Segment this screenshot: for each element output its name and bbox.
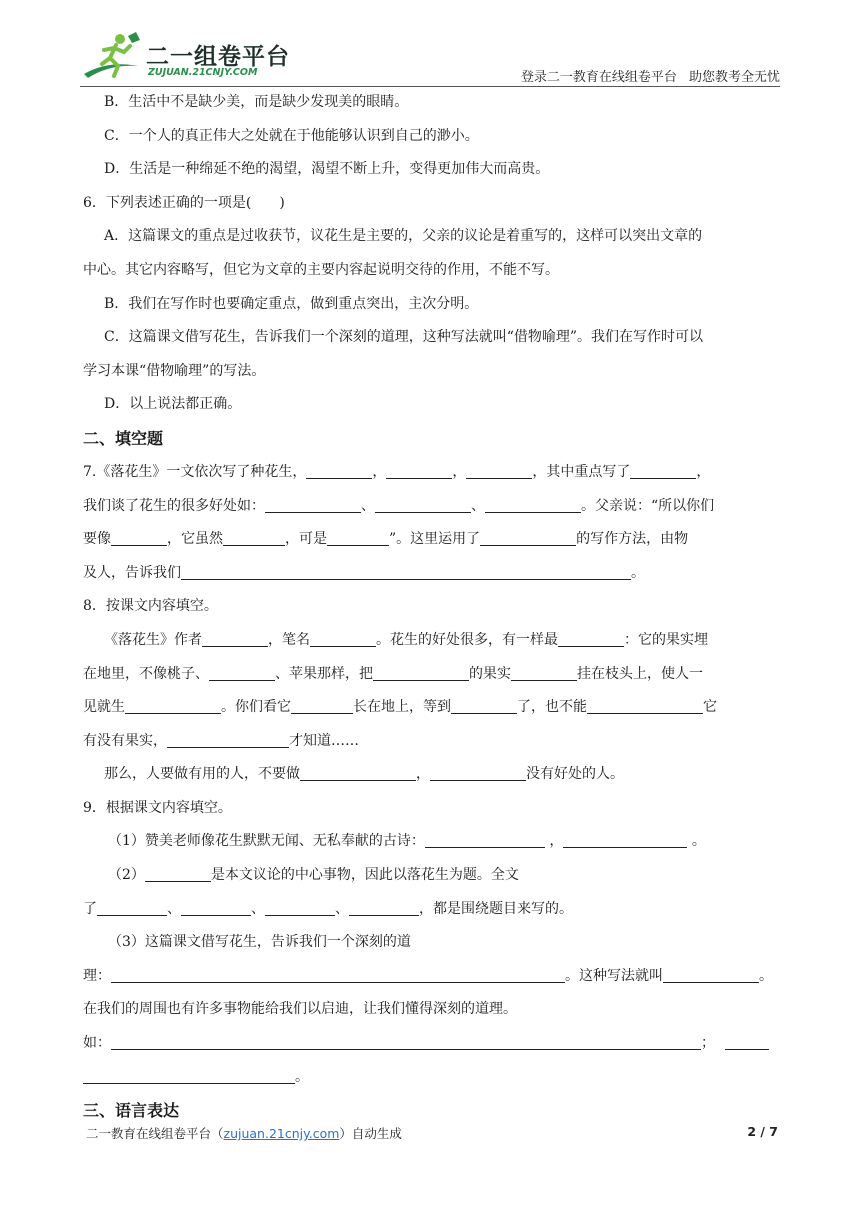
answer-blank[interactable] [485,496,581,513]
q9-sub1: （1）赞美老师像花生默默无闻、无私奉献的古诗： ， 。 [108,833,706,850]
header-slogan: 登录二一教育在线组卷平台 助您教考全无忧 [520,70,780,85]
q6-option-a-line1: A．这篇课文的重点是过收获节，议花生是主要的，父亲的议论是着重写的，这样可以突出文章的 [104,228,703,245]
q9-sub3-line5: 。 [83,1061,778,1095]
logo-url-text: ZUJUAN.21CNJY.COM [148,67,258,78]
answer-blank[interactable] [97,899,167,916]
answer-blank[interactable] [558,630,624,647]
answer-blank[interactable] [587,697,703,714]
answer-blank[interactable] [209,664,275,681]
answer-blank[interactable] [725,1033,769,1050]
answer-blank[interactable] [563,831,687,848]
section-language-expression-title: 三、语言表达 [83,1101,180,1121]
answer-blank[interactable] [291,697,353,714]
answer-blank[interactable] [466,462,532,479]
answer-blank[interactable] [111,1033,701,1050]
page-number: 2 / 7 [747,1124,778,1139]
q9-sub3-line2: 理： 。这种写法就叫 。 [83,967,773,984]
q9-stem: 9．根据课文内容填空。 [83,799,232,816]
answer-blank[interactable] [125,697,221,714]
answer-blank[interactable] [223,529,285,546]
answer-blank[interactable] [145,865,211,882]
q9-sub3-line3: 在我们的周围也有许多事物能给我们以启迪，让我们懂得深刻的道理。 [83,1001,517,1018]
answer-blank[interactable] [663,966,759,983]
q5-option-d: D．生活是一种绵延不绝的渴望，渴望不断上升，变得更加伟大而高贵。 [104,161,550,178]
logo-text: 二一组卷平台 [146,44,290,70]
site-logo[interactable] [80,30,290,84]
q6-option-b: B．我们在写作时也要确定重点，做到重点突出，主次分明。 [104,295,479,312]
page-footer [86,1124,778,1142]
q9-sub3-line4: 如： ； [83,1027,778,1061]
answer-blank[interactable] [349,899,419,916]
runner-logo-icon [80,30,146,84]
answer-blank[interactable] [511,664,577,681]
q9-sub2-line2: 了 、 、 、 ，都是围绕题目来写的。 [83,900,573,917]
answer-blank[interactable] [265,496,361,513]
footer-site-link[interactable]: zujuan.21cnjy.com [223,1126,340,1141]
footer-text-right: ）自动生成 [339,1126,402,1141]
q8-line3: 见就生 。你们看它 长在地上，等到 了，也不能 它 [83,699,717,716]
q7-line4: 及人，告诉我们 。 [83,564,645,581]
answer-blank[interactable] [306,462,372,479]
answer-blank[interactable] [480,529,576,546]
answer-blank[interactable] [111,529,167,546]
q5-option-b: B．生活中不是缺少美，而是缺少发现美的眼睛。 [104,94,409,110]
answer-blank[interactable] [300,764,416,781]
q5-option-c: C．一个人的真正伟大之处就在于他能够认识到自己的渺小。 [104,127,479,144]
q8-line2: 在地里，不像桃子、 、苹果那样，把 的果实 挂在枝头上，使人一 [83,665,703,682]
q6-stem: 6．下列表述正确的一项是( ) [83,194,285,211]
answer-blank[interactable] [202,630,268,647]
answer-blank[interactable] [630,462,696,479]
q8-line4: 有没有果实， 才知道…… [83,732,359,749]
page-header [80,30,780,86]
q8-line5: 那么，人要做有用的人，不要做 ， 没有好处的人。 [104,766,624,783]
answer-blank[interactable] [451,697,517,714]
q8-line1: 《落花生》作者 ，笔名 。花生的好处很多，有一样最 ：它的果实埋 [104,631,708,648]
q9-sub2-line1: （2） 是本文议论的中心事物，因此以落花生为题。全文 [108,867,519,884]
q6-option-c-line1: C．这篇课文借写花生，告诉我们一个深刻的道理，这种写法就叫“借物喻理”。我们在写作时可以 [104,329,704,346]
q6-option-d: D．以上说法都正确。 [104,396,242,413]
answer-blank[interactable] [430,764,526,781]
answer-blank[interactable] [310,630,376,647]
answer-blank[interactable] [83,1067,295,1084]
answer-blank[interactable] [386,462,452,479]
answer-blank[interactable] [425,831,545,848]
answer-blank[interactable] [373,664,469,681]
q8-stem: 8．按课文内容填空。 [83,598,218,615]
answer-blank[interactable] [167,731,289,748]
answer-blank[interactable] [181,899,251,916]
answer-blank[interactable] [375,496,471,513]
q6-option-c-line2: 学习本课“借物喻理”的写法。 [83,362,266,379]
q7-line1: 7.《落花生》一文依次写了种花生， ， ， ，其中重点写了 ， [83,463,711,480]
answer-blank[interactable] [181,563,631,580]
footer-text-left: 二一教育在线组卷平台（ [86,1126,224,1141]
q7-line2: 我们谈了花生的很多好处如： 、 、 。父亲说：“所以你们 [83,497,715,514]
answer-blank[interactable] [265,899,335,916]
question-content [83,86,778,1128]
answer-blank[interactable] [111,966,565,983]
section-fill-blank-title: 二、填空题 [83,428,164,448]
q9-sub3-line1: （3）这篇课文借写花生，告诉我们一个深刻的道 [108,934,411,951]
q7-line3: 要像 ，它虽然 ，可是 ”。这里运用了 的写作方法，由物 [83,531,689,548]
answer-blank[interactable] [327,529,389,546]
q6-option-a-line2: 中心。其它内容略写，但它为文章的主要内容起说明交待的作用，不能不写。 [83,261,559,278]
